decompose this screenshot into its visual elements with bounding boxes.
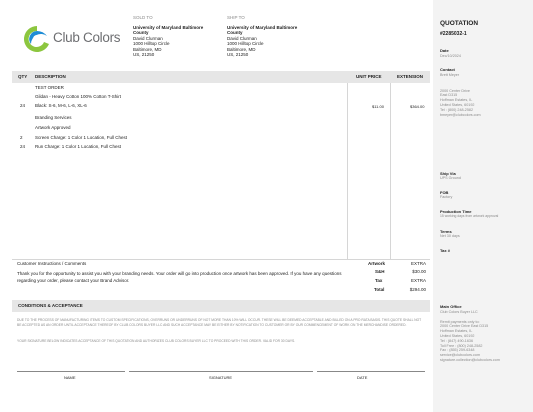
main-office-line: United States, 60192	[440, 333, 475, 338]
sold-to-line: University of Maryland Baltimore	[133, 24, 204, 30]
contact-email: bmeyer@clubcolors.com	[440, 112, 481, 117]
sold-to-heading: SOLD TO	[133, 15, 153, 20]
terms-value: Net 30 days	[440, 234, 460, 238]
main-office-line: Fax : (855) 259-6348	[440, 348, 475, 353]
signature-line	[129, 371, 313, 372]
contact-label: Contact	[440, 67, 455, 72]
line-items-header	[12, 71, 430, 83]
tax-number-label: Tax #	[440, 248, 450, 253]
artwork-value: EXTRA	[410, 261, 426, 266]
qty-header: QTY	[18, 74, 28, 79]
ship-via-value: UPS Ground	[440, 176, 461, 180]
row-description: Screen Charge: 1 Color 1 Location, Full Chest	[35, 135, 128, 140]
quotation-title: QUOTATION	[440, 20, 479, 27]
fob-value: Factory	[440, 195, 453, 199]
sold-to-line: David Clurman	[133, 35, 163, 41]
shipping-value: $30.00	[412, 269, 426, 274]
row-qty: 24	[20, 144, 26, 149]
tax-value: EXTRA	[410, 278, 426, 283]
sold-to-line: Baltimore, MD	[133, 46, 162, 52]
conditions-paragraph: YOUR SIGNATURE BELOW INDICATES ACCEPTANCE OF THIS QUOTATION AND AUTHORIZES CLUB COLORS BUYER LLC TO PROCEED WITH THIS ORDER. VALID FOR 30 DAYS.	[17, 339, 296, 343]
contact-line: East D315	[440, 93, 458, 98]
ship-to-line: 1000 Hilltop Circle	[227, 41, 264, 46]
signature-caption: SIGNATURE	[209, 375, 233, 380]
customer-instructions-text: Thank you for the opportunity to assist you with your branding needs. Your order will go into production once artwork has been approved. If you have any questions regarding your order, please contact your Brand Advisor.	[17, 270, 342, 283]
contact-details	[440, 73, 532, 117]
contact-line	[440, 78, 532, 83]
main-office-line: Tel : (847) 490-1636	[440, 338, 474, 343]
sold-to-line: County	[133, 30, 149, 35]
production-time-value: 15 working days from artwork approval	[440, 214, 499, 218]
row-extension: $364.00	[410, 104, 425, 109]
contact-line: 2000 Center Drive	[440, 88, 470, 93]
date-caption: DATE	[357, 375, 368, 380]
row-qty: 24	[20, 103, 26, 108]
logo-swirl-icon	[22, 24, 52, 54]
conditions-heading: CONDITIONS & ACCEPTANCE	[18, 303, 83, 308]
row-description: Artwork Approved	[35, 125, 71, 130]
fob-label: FOB	[440, 190, 449, 195]
total-label: Total	[374, 287, 385, 292]
row-description: TEST ORDER	[35, 85, 64, 90]
name-caption: NAME	[64, 375, 76, 380]
production-time-label: Production Time	[440, 209, 472, 214]
main-office-email: signature.collection@clubcolors.com	[440, 357, 500, 362]
main-office-email: service@clubcolors.com	[440, 353, 481, 358]
contact-line: Hoffman Estates, IL	[440, 98, 473, 103]
row-description: Run Charge: 1 Color 1 Location, Full Chest	[35, 144, 122, 149]
contact-line: Brett Meyer	[440, 73, 460, 77]
row-description: Black: S-6, M-6, L-6, XL-6	[35, 103, 87, 108]
main-office-line: Hoffman Estates, IL	[440, 329, 473, 334]
terms-label: Terms	[440, 229, 452, 234]
company-logo	[22, 24, 122, 54]
conditions-header	[12, 300, 430, 312]
contact-line: United States, 60192	[440, 102, 475, 107]
sold-to-block	[133, 15, 223, 58]
ship-via-label: Ship Via	[440, 171, 456, 176]
conditions-paragraph: DUE TO THE PROCESS OF MANUFACTURING ITEMS TO CUSTOM SPECIFICATIONS, OVERRUNS OR UNDERRUNS OF NOT MORE THAN 10% WILL OCCUR. THESE WILL BE DEEMED ACCEPTABLE AND BILLED ON A PRO RATA BASIS. THIS QUOTE SHALL NOT BE ACCEPTED AS AN ORDER UNTIL ACCEPTANCE THEREOF BY CLUB COLORS BUYER LLC AND SUCH ACCEPTANCE MAY BE EITHER BY NOTIFICATION TO CUSTOMER OR BY OUR COMMENCEMENT OF WORK ON THE MERCHANDISE ORDERED.	[17, 318, 422, 327]
column-divider	[390, 83, 391, 259]
sold-to-line: 1000 Hilltop Circle	[133, 41, 170, 46]
ship-to-line: David Clurman	[227, 35, 257, 41]
main-office-line: Toll Free : (800) 248-2582	[440, 343, 483, 348]
date-label: Date	[440, 48, 449, 53]
total-value: $294.00	[409, 287, 426, 292]
main-office-details	[440, 310, 532, 363]
contact-line: Tel : (800) 248-2582	[440, 107, 474, 112]
row-qty: 2	[20, 135, 23, 140]
shipping-label: S&H	[375, 269, 385, 274]
customer-instructions-heading: Customer Instructions / Comments	[17, 261, 87, 266]
date-value: Dec/10/2024	[440, 54, 461, 58]
ship-to-line: US, 21250	[227, 52, 249, 57]
ship-to-block	[227, 15, 317, 58]
customer-instructions	[17, 261, 347, 284]
sold-to-line: US, 21250	[133, 52, 155, 57]
quotation-number: #2285032-1	[440, 31, 467, 37]
tax-label: Tax	[375, 278, 383, 283]
column-divider	[347, 83, 348, 259]
ship-to-line: County	[227, 30, 243, 35]
ship-to-line: Baltimore, MD	[227, 46, 256, 52]
row-description: Gildan - Heavy Cotton 100% Cotton T-Shirt	[35, 94, 121, 99]
main-office-line: 2000 Center Drive East D315	[440, 324, 489, 329]
artwork-label: Artwork	[368, 261, 386, 266]
row-description: Branding Services	[35, 115, 72, 120]
quotation-sidebar	[433, 0, 533, 412]
table-bottom-rule	[12, 259, 430, 260]
main-office-label: Main Office	[440, 304, 462, 309]
ship-to-line: University of Maryland Baltimore	[227, 24, 298, 30]
logo-text: Club Colors	[53, 30, 121, 45]
date-line	[317, 371, 425, 372]
extension-header: EXTENSION	[397, 74, 424, 79]
name-line	[17, 371, 125, 372]
ship-to-heading: SHIP TO	[227, 15, 245, 20]
main-office-line: Remit payments only to:	[440, 319, 480, 324]
unit-price-header: UNIT PRICE	[356, 74, 382, 79]
main-office-line: Club Colors Buyer LLC	[440, 310, 478, 314]
row-unit-price: $11.00	[372, 104, 384, 109]
description-header: DESCRIPTION	[35, 74, 66, 79]
